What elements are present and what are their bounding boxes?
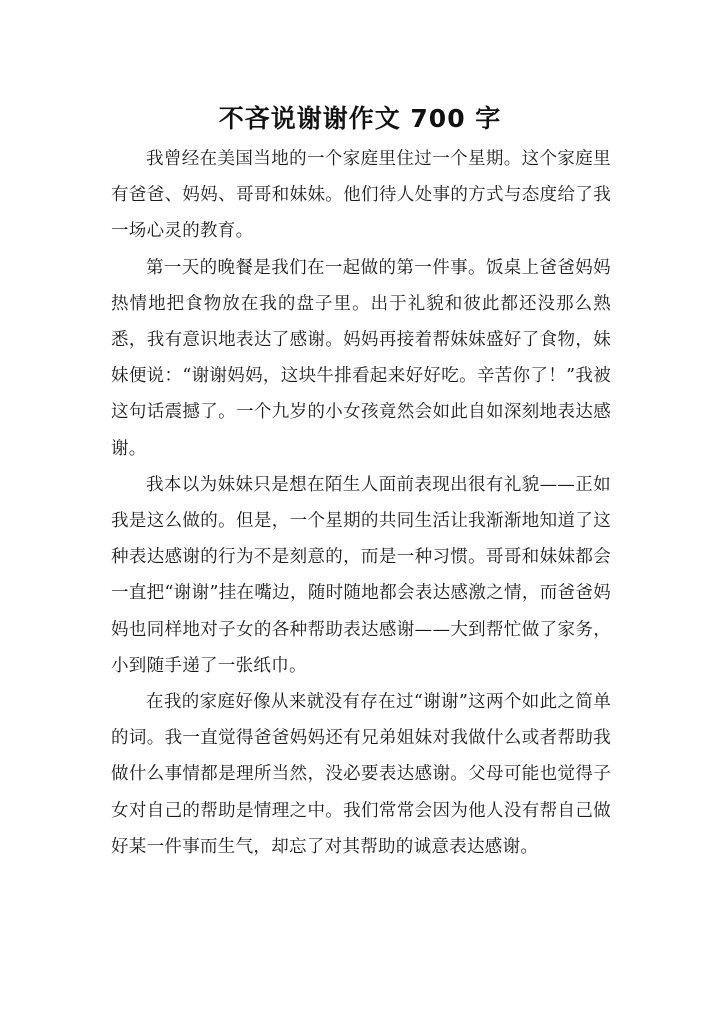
paragraph: 第一天的晚餐是我们在一起做的第一件事。饭桌上爸爸妈妈热情地把食物放在我的盘子里。出于礼貌和彼此都还没那么熟悉，我有意识地表达了感谢。妈妈再接着帮妹妹盛好了食物，妹妹便说：“谢谢妈妈，这块牛排看起来好好吃。辛苦你了！”我被这句话震撼了。一个九岁的小女孩竟然会如此自如深刻地表达感谢。 [111, 257, 611, 459]
page-title: 不吝说谢谢作文 700 字 [218, 103, 502, 133]
paragraph: 我本以为妹妹只是想在陌生人面前表现出很有礼貌——正如我是这么做的。但是，一个星期的共同生活让我渐渐地知道了这种表达感谢的行为不是刻意的，而是一种习惯。哥哥和妹妹都会一直把“谢谢”挂在嘴边，随时随地都会表达感激之情，而爸爸妈妈也同样地对子女的各种帮助表达感谢——大到帮忙做了家务，小到随手递了一张纸巾。 [111, 474, 611, 676]
paragraph: 在我的家庭好像从来就没有存在过“谢谢”这两个如此之简单的词。我一直觉得爸爸妈妈还有兄弟姐妹对我做什么或者帮助我做什么事情都是理所当然，没必要表达感谢。父母可能也觉得子女对自己的帮助是情理之中。我们常常会因为他人没有帮自己做好某一件事而生气，却忘了对其帮助的诚意表达感谢。 [111, 692, 611, 857]
article-body [111, 141, 611, 865]
paragraph: 我曾经在美国当地的一个家庭里住过一个星期。这个家庭里有爸爸、妈妈、哥哥和妹妹。他们待人处事的方式与态度给了我一场心灵的教育。 [111, 149, 611, 242]
